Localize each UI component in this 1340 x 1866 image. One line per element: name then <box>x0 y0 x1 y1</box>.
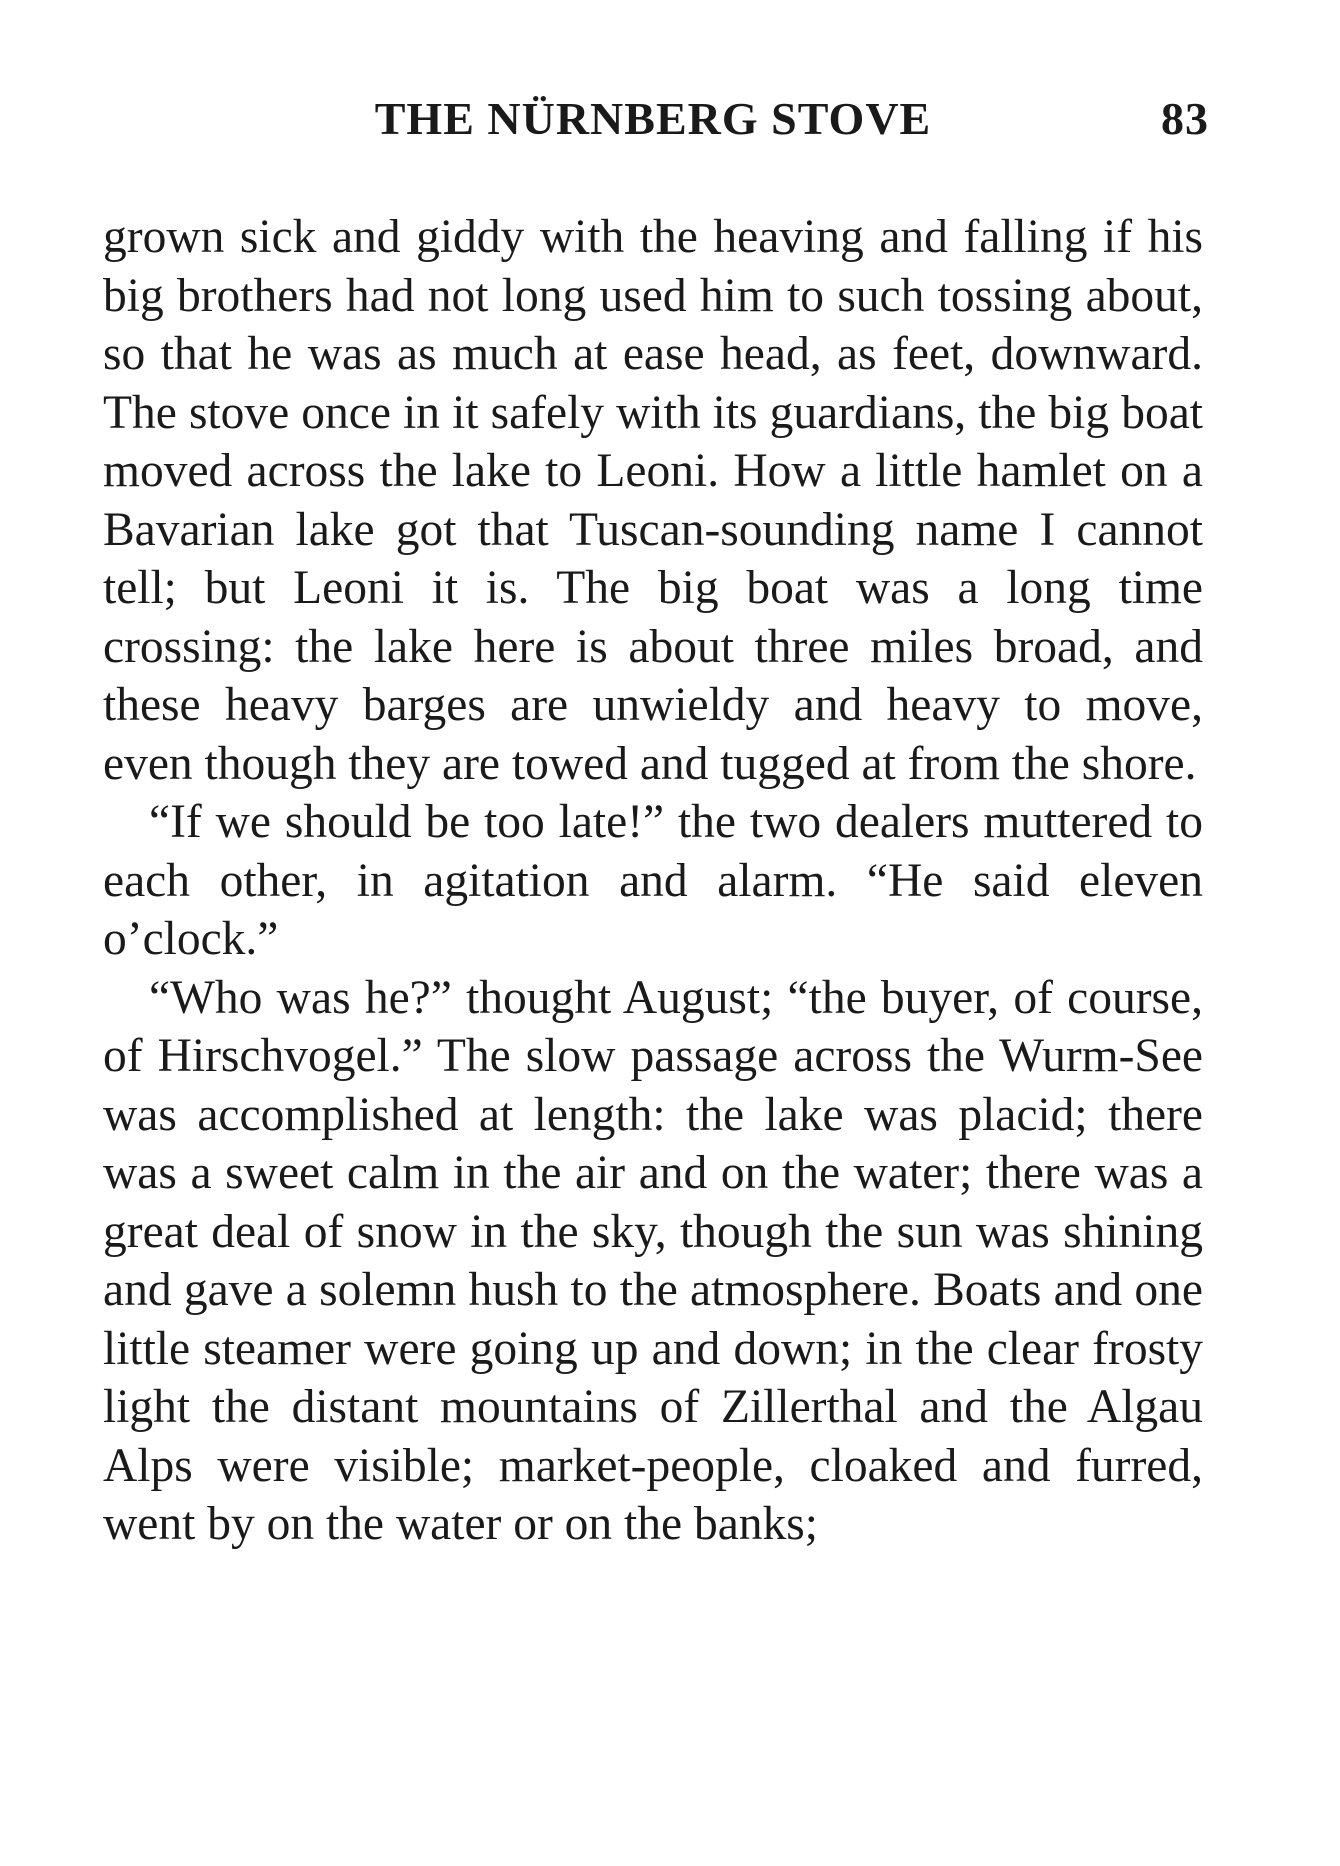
paragraph-2: “If we should be too late!” the two dealers muttered to each other, in agitation and alarm. “He said eleven o’clock.” <box>103 796 1203 965</box>
running-title: THE NÜRNBERG STOVE <box>374 93 932 144</box>
running-head <box>103 92 1209 162</box>
book-page <box>103 92 1209 1554</box>
paragraph-1: grown sick and giddy with the heaving and falling if his big brothers had not long used him to such tossing about, so that he was as much at ease head, as feet, downward. The stove once in it safely with its guardians, the big boat moved across the lake to Leoni. How a little hamlet on a Bavarian lake got that Tuscan-sounding name I cannot tell; but Leoni it is. The big boat was a long time crossing: the lake here is about three miles broad, and these heavy barges are unwieldy and heavy to move, even though they are towed and tugged at from the shore. <box>103 211 1203 790</box>
paragraph-3: “Who was he?” thought August; “the buyer, of course, of Hirschvogel.” The slow passage across the Wurm-See was accomplished at length: the lake was placid; there was a sweet calm in the air and on the water; there was a great deal of snow in the sky, though the sun was shining and gave a solemn hush to the atmosphere. Boats and one little steamer were going up and down; in the clear frosty light the distant mountains of Zillerthal and the Algau Alps were visible; market-people, cloaked and furred, went by on the water or on the banks; <box>103 971 1203 1550</box>
page-number: 83 <box>1161 93 1209 144</box>
body-text <box>103 208 1203 1554</box>
